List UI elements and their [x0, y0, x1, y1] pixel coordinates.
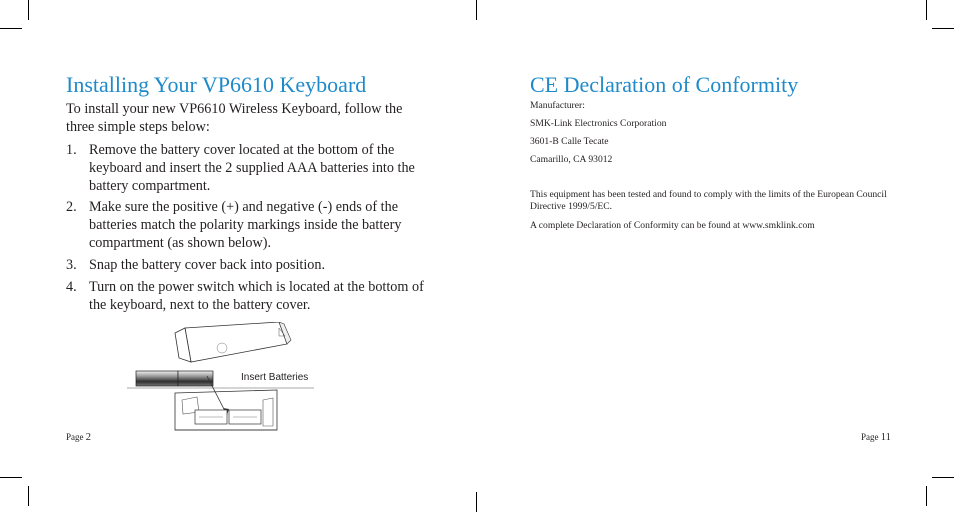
crop-mark	[926, 486, 927, 506]
step-text: Make sure the positive (+) and negative (-) ends of the batteries match the polarity markings inside the battery compartment (as shown below).	[89, 199, 402, 251]
step-number: 2.	[66, 199, 77, 215]
step-item	[66, 141, 426, 195]
crop-mark	[926, 0, 927, 20]
compliance-statement: This equipment has been tested and found to comply with the limits of the European Council Directive 1999/5/EC.	[530, 189, 887, 212]
page-number-left	[66, 432, 91, 443]
page-number: 11	[880, 432, 891, 443]
step-item	[66, 198, 426, 252]
crop-mark	[28, 0, 29, 20]
crop-mark	[476, 0, 477, 20]
step-number: 3.	[66, 257, 77, 273]
manufacturer-label: Manufacturer:	[530, 100, 585, 111]
manufacturer-street: 3601-B Calle Tecate	[530, 136, 609, 147]
step-text: Snap the battery cover back into position.	[89, 257, 326, 273]
step-item	[66, 256, 426, 274]
page-title: Installing Your VP6610 Keyboard	[66, 72, 367, 97]
crop-mark	[28, 486, 29, 506]
crop-mark	[932, 477, 954, 478]
step-number: 4.	[66, 279, 77, 295]
crop-mark	[0, 477, 22, 478]
step-text: Remove the battery cover located at the bottom of the keyboard and insert the 2 supplied AAA batteries into the battery compartment.	[89, 142, 415, 194]
step-number: 1.	[66, 142, 77, 158]
declaration-title: CE Declaration of Conformity	[530, 72, 799, 97]
intro-text: To install your new VP6610 Wireless Keyboard, follow the three simple steps below:	[66, 101, 403, 135]
crop-mark	[476, 492, 477, 512]
page-number-right	[861, 432, 891, 443]
manufacturer-city: Camarillo, CA 93012	[530, 154, 613, 165]
step-text: Turn on the power switch which is located at the bottom of the keyboard, next to the battery cover.	[89, 279, 424, 313]
diagram-label: Insert Batteries	[241, 372, 309, 383]
page-number: 2	[85, 432, 91, 443]
manufacturer-name: SMK-Link Electronics Corporation	[530, 118, 667, 129]
declaration-link-text: A complete Declaration of Conformity can be found at www.smklink.com	[530, 220, 815, 231]
crop-mark	[932, 28, 954, 29]
page-prefix: Page	[861, 432, 879, 442]
step-item	[66, 278, 426, 314]
page-prefix: Page	[66, 432, 84, 442]
crop-mark	[0, 28, 22, 29]
